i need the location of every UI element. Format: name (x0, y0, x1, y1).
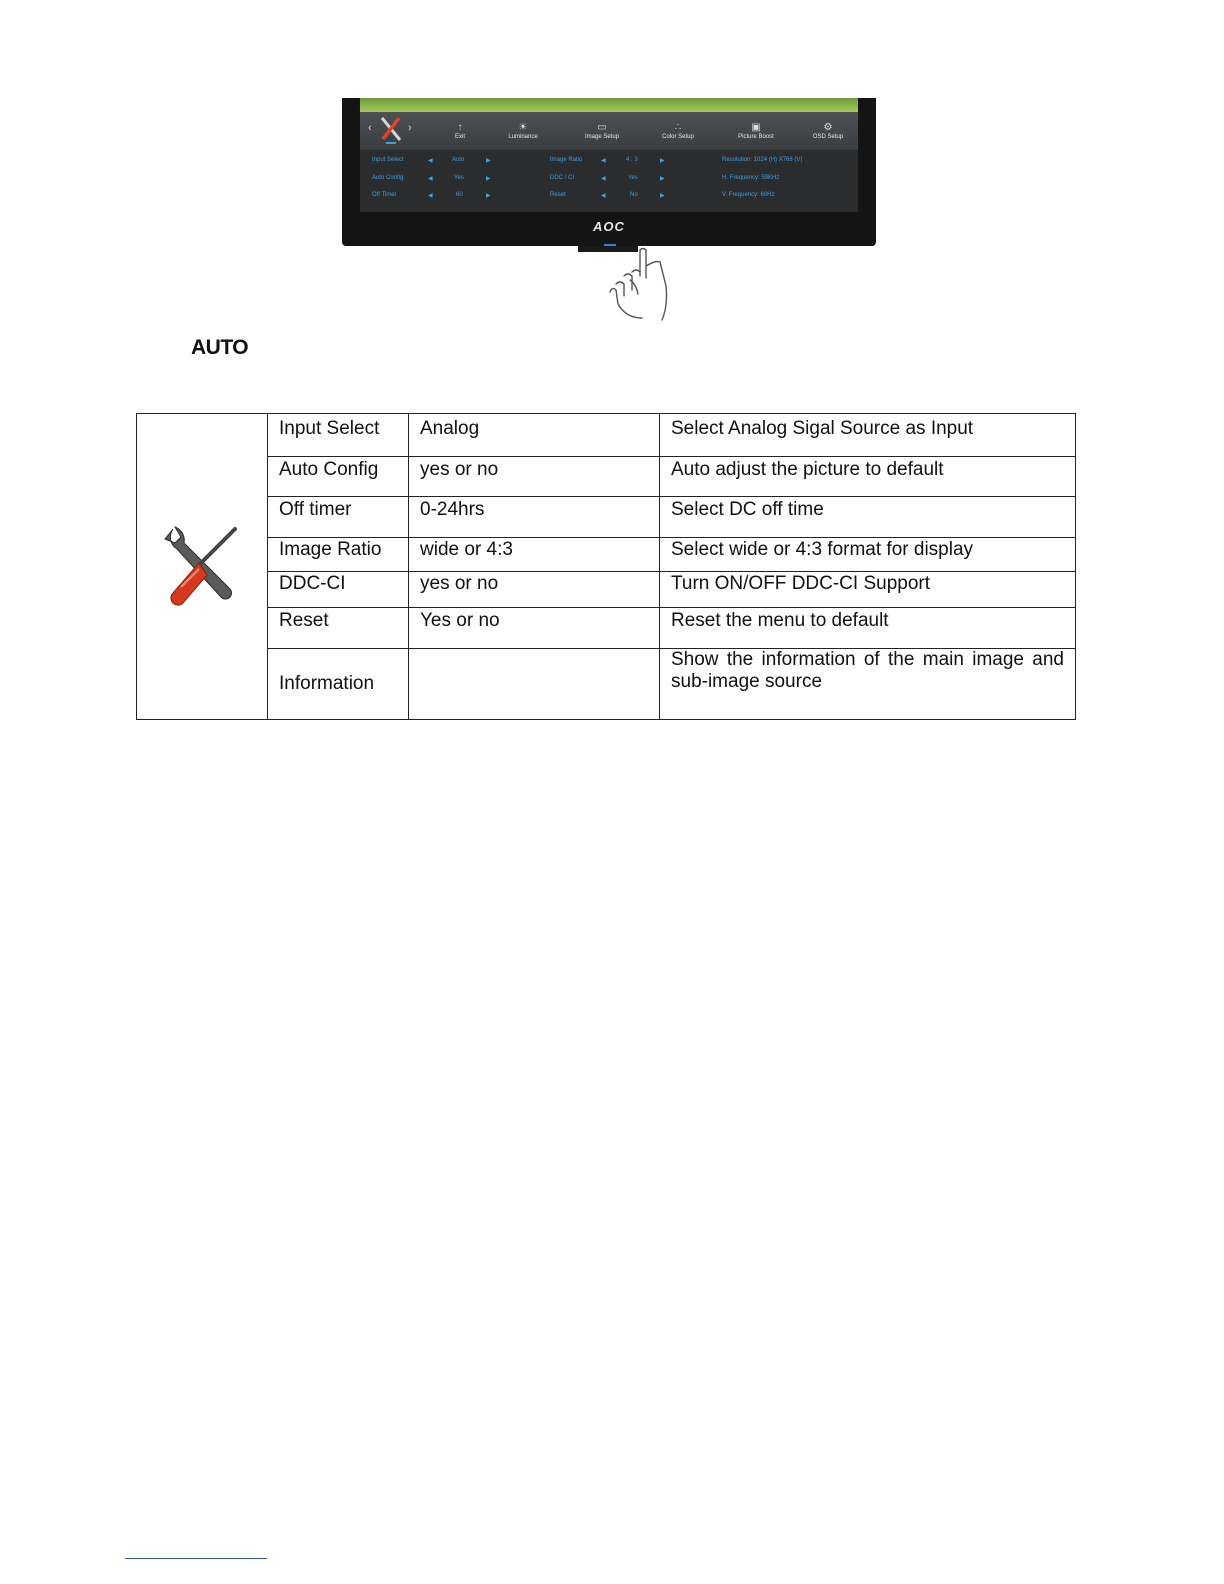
osd-row-value: 4 : 3 (626, 157, 638, 163)
table-icon-cell (137, 414, 268, 720)
setting-values: yes or no (409, 572, 660, 608)
osd-row-label[interactable]: Input Select (372, 157, 404, 163)
setting-values: 0-24hrs (409, 497, 660, 538)
setting-name: DDC-CI (268, 572, 409, 608)
osd-decrease-icon[interactable]: ◀ (428, 193, 433, 199)
osd-tab-exit[interactable] (430, 122, 490, 140)
wrench-screwdriver-icon (378, 115, 404, 145)
setting-values: yes or no (409, 457, 660, 497)
osd-tab-label: Exit (454, 134, 465, 140)
osd-tab-label: OSD Setup (812, 134, 844, 140)
osd-decrease-icon[interactable]: ◀ (601, 193, 606, 199)
osd-tab-label: Luminance (508, 134, 538, 140)
osd-tab-label: Image Setup (584, 134, 620, 140)
osd-increase-icon[interactable]: ▶ (486, 158, 491, 164)
table-row (137, 538, 1076, 572)
table-row (137, 572, 1076, 608)
sun-icon: ☀ (518, 122, 528, 133)
footnote-divider (125, 1558, 267, 1559)
osd-tab-label: Picture Boost (738, 134, 774, 140)
setting-description: Reset the menu to default (660, 608, 1076, 649)
osd-tab-color-setup[interactable] (648, 122, 708, 140)
osd-decrease-icon[interactable]: ◀ (601, 158, 606, 164)
osd-row-label[interactable]: DDC / CI (550, 175, 574, 181)
setting-description: Select Analog Sigal Source as Input (660, 414, 1076, 457)
setting-name: Reset (268, 608, 409, 649)
setting-values: Yes or no (409, 608, 660, 649)
table-row (137, 414, 1076, 457)
osd-info: Resolution: 1024 (H) X768 (V) (722, 157, 803, 163)
osd-row-value: Yes (454, 175, 464, 181)
setting-description: Select wide or 4:3 format for display (660, 538, 1076, 572)
setting-name: Off timer (268, 497, 409, 538)
table-row (137, 457, 1076, 497)
image-icon: ▭ (597, 122, 607, 133)
osd-tab-image-setup[interactable] (572, 122, 632, 140)
osd-info: V. Frequency: 60Hz (722, 192, 775, 198)
osd-decrease-icon[interactable]: ◀ (601, 176, 606, 182)
osd-increase-icon[interactable]: ▶ (660, 176, 665, 182)
setting-description: Auto adjust the picture to default (660, 457, 1076, 497)
osd-info: H. Frequency: 59KHz (722, 175, 780, 181)
osd-auto-tab[interactable] (368, 114, 418, 148)
osd-left-arrow-icon[interactable]: ‹ (368, 122, 372, 134)
palette-icon: ∴ (674, 122, 682, 133)
osd-increase-icon[interactable]: ▶ (660, 193, 665, 199)
brand-logo: AOC (593, 219, 625, 234)
boost-icon: ▣ (751, 122, 761, 133)
osd-icon-bar (360, 112, 858, 150)
osd-row-label[interactable]: Reset (550, 192, 566, 198)
osd-decrease-icon[interactable]: ◀ (428, 158, 433, 164)
section-heading: AUTO (191, 336, 249, 359)
wrench-screwdriver-icon (159, 523, 245, 609)
osd-increase-icon[interactable]: ▶ (486, 176, 491, 182)
osd-tab-luminance[interactable] (493, 122, 553, 140)
table-row (137, 649, 1076, 720)
osd-row-value: No (630, 192, 638, 198)
setting-name: Image Ratio (268, 538, 409, 572)
setting-values: Analog (409, 414, 660, 457)
osd-row-label[interactable]: Auto Config. (372, 175, 406, 181)
auto-settings-table (136, 413, 1076, 720)
osd-right-arrow-icon[interactable]: › (408, 122, 412, 134)
setting-values (409, 649, 660, 720)
osd-row-value: 60 (456, 192, 463, 198)
monitor-illustration (342, 98, 876, 246)
osd-tab-picture-boost[interactable] (726, 122, 786, 140)
osd-tab-osd-setup[interactable] (798, 122, 858, 140)
setting-values: wide or 4:3 (409, 538, 660, 572)
screen-wallpaper (360, 98, 858, 112)
table-row (137, 608, 1076, 649)
osd-row-value: Auto (452, 157, 465, 163)
setting-name: Input Select (268, 414, 409, 457)
gear-icon: ⚙ (823, 122, 833, 133)
osd-decrease-icon[interactable]: ◀ (428, 176, 433, 182)
osd-tab-label: Color Setup (662, 134, 694, 140)
setting-name: Information (268, 649, 409, 720)
table-row (137, 497, 1076, 538)
osd-increase-icon[interactable]: ▶ (486, 193, 491, 199)
setting-name: Auto Config (268, 457, 409, 497)
pointing-hand-icon (604, 246, 676, 326)
osd-row-label[interactable]: Off Timer (372, 192, 397, 198)
osd-increase-icon[interactable]: ▶ (660, 158, 665, 164)
exit-icon: ↑ (457, 122, 463, 133)
osd-row-label[interactable]: Image Ratio (550, 157, 583, 163)
setting-description: Select DC off time (660, 497, 1076, 538)
osd-menu (360, 112, 858, 212)
osd-row-value: Yes (628, 175, 638, 181)
setting-description: Turn ON/OFF DDC-CI Support (660, 572, 1076, 608)
setting-description: Show the information of the main image and sub-image source (660, 649, 1076, 720)
